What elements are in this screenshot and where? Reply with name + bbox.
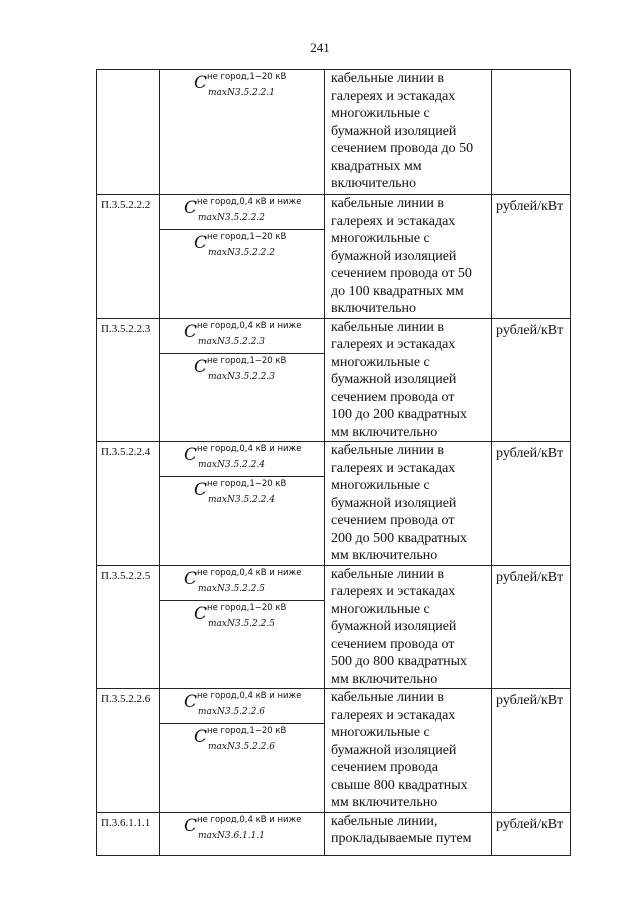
formula-1-20kv: Cне город,1−20 кВ maxN3.5.2.2.5 (160, 600, 324, 635)
formula-cell (160, 70, 325, 195)
code-cell: П.3.5.2.2.2 (97, 195, 160, 319)
page-number: 241 (310, 40, 330, 55)
code-cell: П.3.5.2.2.6 (97, 689, 160, 813)
description-cell: кабельные линии в галереях и эстакадах многожильные с бумажной изоляцией сечением провода от 50 до 100 квадратных мм включительно (325, 195, 492, 319)
formula-1-20kv: Cне город,1−20 кВ maxN3.5.2.2.1 (194, 72, 287, 98)
unit-cell: рублей/кВт (492, 442, 571, 566)
unit-cell (492, 70, 571, 195)
table-row (97, 318, 571, 442)
formula-cell (160, 812, 325, 855)
description-cell: кабельные линии в галереях и эстакадах многожильные с бумажной изоляцией сечением провода от 100 до 200 квадратных мм включительно (325, 318, 492, 442)
formula-0.4kv: Cне город,0,4 кВ и ниже maxN3.5.2.2.2 (184, 197, 302, 223)
unit-cell: рублей/кВт (492, 195, 571, 319)
formula-0.4kv: Cне город,0,4 кВ и ниже maxN3.5.2.2.5 (184, 567, 302, 594)
unit-cell: рублей/кВт (492, 565, 571, 689)
description-cell: кабельные линии в галереях и эстакадах многожильные с бумажной изоляцией сечением провода свыше 800 квадратных мм включительно (325, 689, 492, 813)
formula-cell (160, 318, 325, 442)
formula-0.4kv: Cне город,0,4 кВ и ниже maxN3.5.2.2.4 (184, 444, 302, 470)
formula-1-20kv: Cне город,1−20 кВ maxN3.5.2.2.4 (160, 476, 324, 511)
formula-1-20kv: Cне город,1−20 кВ maxN3.5.2.2.6 (160, 723, 324, 758)
description-cell: кабельные линии в галереях и эстакадах многожильные с бумажной изоляцией сечением провода от 500 до 800 квадратных мм включительно (325, 565, 492, 689)
description-cell: кабельные линии, прокладываемые путем (325, 812, 492, 855)
formula-cell (160, 689, 325, 813)
formula-symbol: C (194, 73, 208, 93)
unit-cell: рублей/кВт (492, 318, 571, 442)
code-cell: П.3.5.2.2.3 (97, 318, 160, 442)
formula-1-20kv: Cне город,1−20 кВ maxN3.5.2.2.3 (160, 353, 324, 388)
code-cell (97, 70, 160, 195)
formula-cell (160, 565, 325, 689)
description-cell: кабельные линии в галереях и эстакадах многожильные с бумажной изоляцией сечением провода до 50 квадратных мм включительно (325, 70, 492, 195)
formula-1-20kv: Cне город,1−20 кВ maxN3.5.2.2.2 (160, 229, 324, 264)
table-row (97, 812, 571, 855)
tariff-table (96, 69, 571, 856)
formula-cell (160, 195, 325, 319)
unit-cell: рублей/кВт (492, 812, 571, 855)
formula-0.4kv: Cне город,0,4 кВ и ниже maxN3.6.1.1.1 (184, 814, 302, 841)
table-row (97, 70, 571, 195)
table-row (97, 195, 571, 319)
formula-0.4kv: Cне город,0,4 кВ и ниже maxN3.5.2.2.6 (184, 691, 302, 717)
code-cell: П.3.5.2.2.4 (97, 442, 160, 566)
code-cell: П.3.5.2.2.5 (97, 565, 160, 689)
table-row (97, 565, 571, 689)
code-cell: П.3.6.1.1.1 (97, 812, 160, 855)
table-row (97, 442, 571, 566)
formula-0.4kv: Cне город,0,4 кВ и ниже maxN3.5.2.2.3 (184, 320, 302, 347)
unit-cell: рублей/кВт (492, 689, 571, 813)
table-row (97, 689, 571, 813)
formula-cell (160, 442, 325, 566)
description-cell: кабельные линии в галереях и эстакадах многожильные с бумажной изоляцией сечением провода от 200 до 500 квадратных мм включительно (325, 442, 492, 566)
